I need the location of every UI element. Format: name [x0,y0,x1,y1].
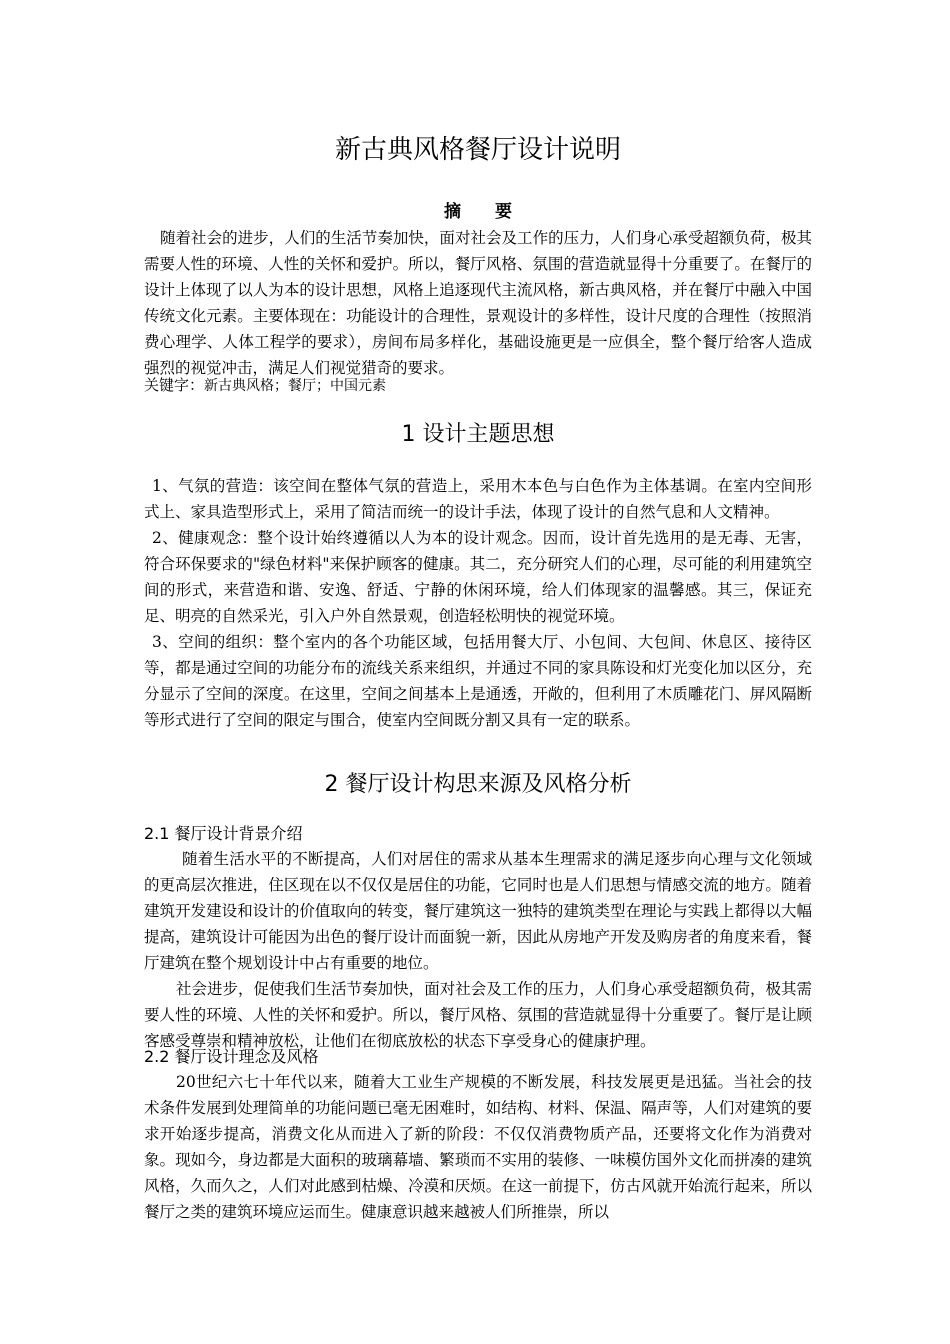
section-1-paragraph-2: 2、健康观念：整个设计始终遵循以人为本的设计观念。因而，设计首先选用的是无毒、无害，符合环保要求的"绿色材料"来保护顾客的健康。其二，充分研究人们的心理，尽可能的利用建筑空间的形式，来营造和谐、安逸、舒适、宁静的休闲环境，给人们体现家的温馨感。其三，保证充足、明亮的自然采光，引入户外自然景观，创造轻松明快的视觉环境。 [144,529,812,625]
section-2-heading: 2 餐厅设计构思来源及风格分析 [324,772,632,797]
section-2-1-paragraph-1: 随着生活水平的不断提高，人们对居住的需求从基本生理需求的满足逐步向心理与文化领域的更高层次推进，住区现在以不仅仅是居住的功能，它同时也是人们思想与情感交流的地方。随着建筑开发建设和设计的价值取向的转变，餐厅建筑这一独特的建筑类型在理论与实践上都得以大幅提高，建筑设计可能因为出色的餐厅设计而面貌一新，因此从房地产开发及购房者的角度来看，餐厅建筑在整个规划设计中占有重要的地位。 [144,850,812,972]
section-2-2-heading: 2.2 餐厅设计理念及风格 [144,1047,319,1066]
section-2-1-paragraph-2: 社会进步，促使我们生活节奏加快，面对社会及工作的压力，人们身心承受超额负荷，极其需要人性的环境、人性的关怀和爱护。所以，餐厅风格、氛围的营造就显得十分重要了。餐厅是让顾客感受尊崇和精神放松，让他们在彻底放松的状态下享受身心的健康护理。 [144,980,812,1050]
section-1-paragraph-1: 1、气氛的营造：该空间在整体气氛的营造上，采用木本色与白色作为主体基调。在室内空间形式上、家具造型形式上，采用了简洁而统一的设计手法，体现了设计的自然气息和人文精神。 [144,477,812,521]
section-2-2-body [144,1069,812,1225]
abstract-heading: 摘要 [444,202,546,222]
keywords-line [144,373,812,398]
section-1-heading: 1 设计主题思想 [401,422,555,447]
section-1-body [144,473,812,733]
section-2-1-body [144,846,812,1054]
document-title: 新古典风格餐厅设计说明 [334,135,621,165]
section-2-1-heading: 2.1 餐厅设计背景介绍 [144,824,303,843]
section-2-2-paragraph-1: 20世纪六七十年代以来，随着大工业生产规模的不断发展，科技发展更是迅猛。当社会的技术条件发展到处理简单的功能问题已毫无困难时，如结构、材料、保温、隔声等，人们对建筑的要求开始逐步提高，消费文化从而进入了新的阶段：不仅仅消费物质产品，还要将文化作为消费对象。现如今，身边都是大面积的玻璃幕墙、繁琐而不实用的装修、一味模仿国外文化而拼凑的建筑风格，久而久之，人们对此感到枯燥、冷漠和厌烦。在这一前提下，仿古风就开始流行起来，所以餐厅之类的建筑环境应运而生。健康意识越来越被人们所推崇，所以 [144,1073,812,1221]
keywords-value: 新古典风格；餐厅；中国元素 [204,378,387,394]
abstract-text: 随着社会的进步，人们的生活节奏加快，面对社会及工作的压力，人们身心承受超额负荷，极其需要人性的环境、人性的关怀和爱护。所以，餐厅风格、氛围的营造就显得十分重要了。在餐厅的设计上体现了以人为本的设计思想，风格上追逐现代主流风格，新古典风格，并在餐厅中融入中国传统文化元素。主要体现在：功能设计的合理性，景观设计的多样性，设计尺度的合理性（按照消费心理学、人体工程学的要求），房间布局多样化，基础设施更是一应俱全，整个餐厅给客人造成强烈的视觉冲击，满足人们视觉猎奇的要求。 [144,229,812,377]
keywords-label: 关键字： [144,376,205,394]
section-1-paragraph-3: 3、空间的组织：整个室内的各个功能区域，包括用餐大厅、小包间、大包间、休息区、接待区等，都是通过空间的功能分布的流线关系来组织，并通过不同的家具陈设和灯光变化加以区分，充分显示了空间的深度。在这里，空间之间基本上是通透，开敞的，但利用了木质雕花门、屏风隔断等形式进行了空间的限定与围合，使室内空间既分割又具有一定的联系。 [144,633,812,729]
